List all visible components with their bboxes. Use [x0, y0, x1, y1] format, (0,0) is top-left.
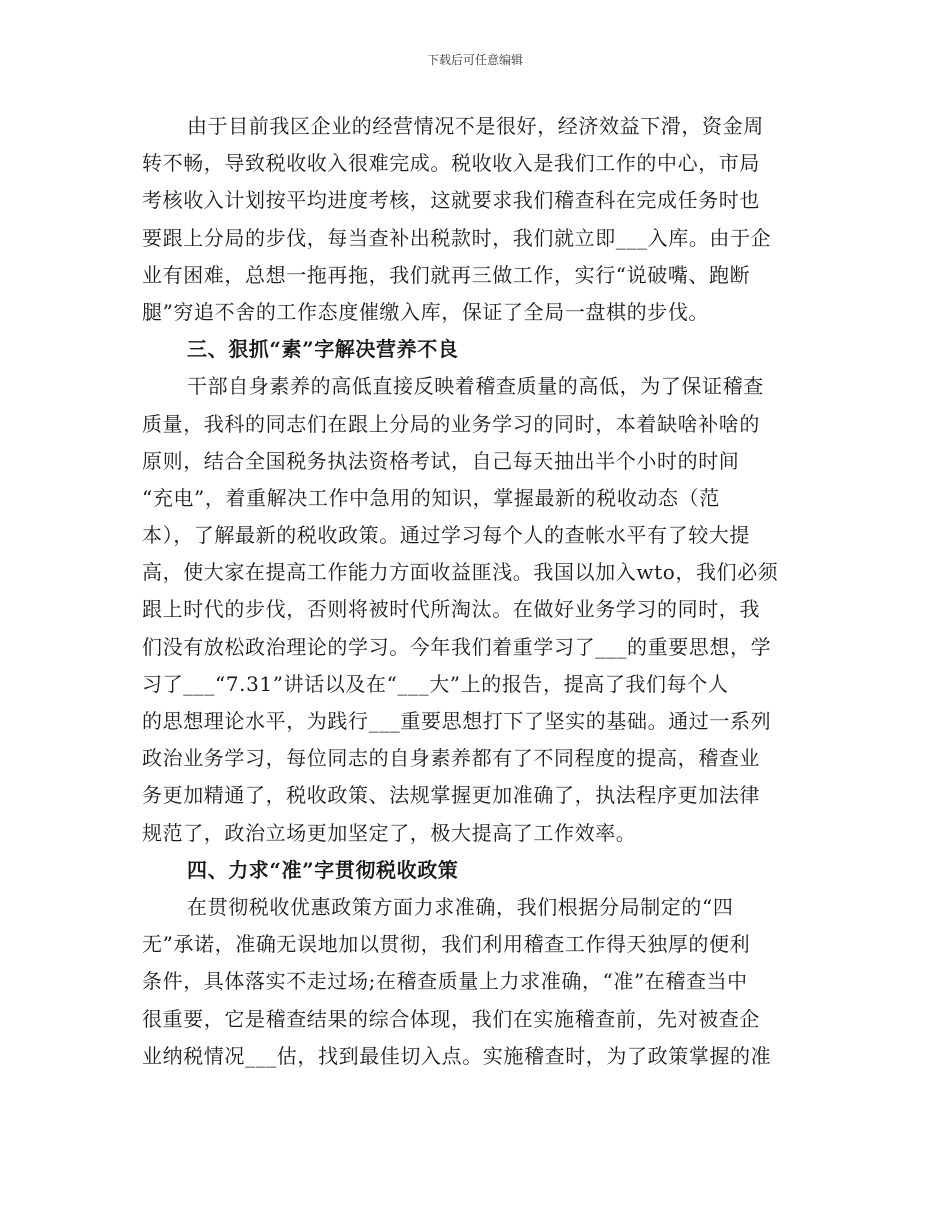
paragraph-line: 本），了解最新的税收政策。通过学习每个人的查帐水平有了较大提	[142, 523, 750, 548]
paragraph-line: 业有困难，总想一拖再拖，我们就再三做工作，实行“说破嘴、跑断	[142, 262, 751, 287]
paragraph-line: “充电”，着重解决工作中急用的知识，掌握最新的税收动态（范	[142, 485, 720, 510]
paragraph-line: 在贯彻税收优惠政策方面力求准确，我们根据分局制定的“四	[187, 894, 734, 919]
paragraph-line: 由于目前我区企业的经营情况不是很好，经济效益下滑，资金周	[187, 114, 764, 138]
paragraph-line: 原则，结合全国税务执法资格考试，自己每天抽出半个小时的时间	[142, 448, 740, 473]
paragraph-line: 政治业务学习，每位同志的自身素养都有了不同程度的提高，稽查业	[142, 746, 760, 771]
paragraph-line: 转不畅，导致税收收入很难完成。税收收入是我们工作的中心，市局	[142, 151, 760, 176]
paragraph-line: 跟上时代的步伐，否则将被时代所淘汰。在做好业务学习的同时，我	[142, 597, 760, 622]
section-heading: 四、力求“准”字贯彻税收政策	[187, 857, 459, 882]
paragraph-line: 条件，具体落实不走过场;在稽查质量上力求准确，“准”在稽查当中	[142, 969, 748, 994]
paragraph-line: 务更加精通了，税收政策、法规掌握更加准确了，执法程序更加法律	[142, 783, 760, 808]
paragraph-line: 业纳税情况___估，找到最佳切入点。实施稽查时，为了政策掌握的准	[142, 1043, 772, 1068]
document-body	[142, 108, 814, 1075]
paragraph-line: 高，使大家在提高工作能力方面收益匪浅。我国以加入wto，我们必须	[142, 560, 779, 585]
paragraph-line: 干部自身素养的高低直接反映着稽查质量的高低，为了保证稽查	[187, 374, 764, 399]
paragraph-line: 要跟上分局的步伐，每当查补出税款时，我们就立即___入库。由于企	[142, 225, 772, 250]
page-header: 下载后可任意编辑	[426, 53, 523, 67]
paragraph-line: 的思想理论水平，为践行___重要思想打下了坚实的基础。通过一系列	[142, 709, 772, 733]
paragraph-line: 质量，我科的同志们在跟上分局的业务学习的同时，本着缺啥补啥的	[142, 411, 760, 436]
paragraph-line: 腿”穷追不舍的工作态度催缴入库，保证了全局一盘棋的步伐。	[142, 299, 710, 324]
paragraph-line: 们没有放松政治理论的学习。今年我们着重学习了___的重要思想，学	[142, 634, 772, 659]
paragraph-line: 习了___“7.31”讲话以及在“___大”上的报告，提高了我们每个人	[142, 671, 729, 696]
paragraph-line: 无”承诺，准确无误地加以贯彻，我们利用稽查工作得天独厚的便利	[142, 932, 751, 957]
paragraph-line: 很重要，它是稽查结果的综合体现，我们在实施稽查前，先对被查企	[142, 1006, 760, 1031]
paragraph-line: 规范了，政治立场更加坚定了，极大提高了工作效率。	[142, 820, 637, 845]
paragraph-line: 考核收入计划按平均进度考核，这就要求我们稽查科在完成任务时也	[142, 188, 760, 213]
section-heading: 三、狠抓“素”字解决营养不良	[187, 337, 459, 362]
